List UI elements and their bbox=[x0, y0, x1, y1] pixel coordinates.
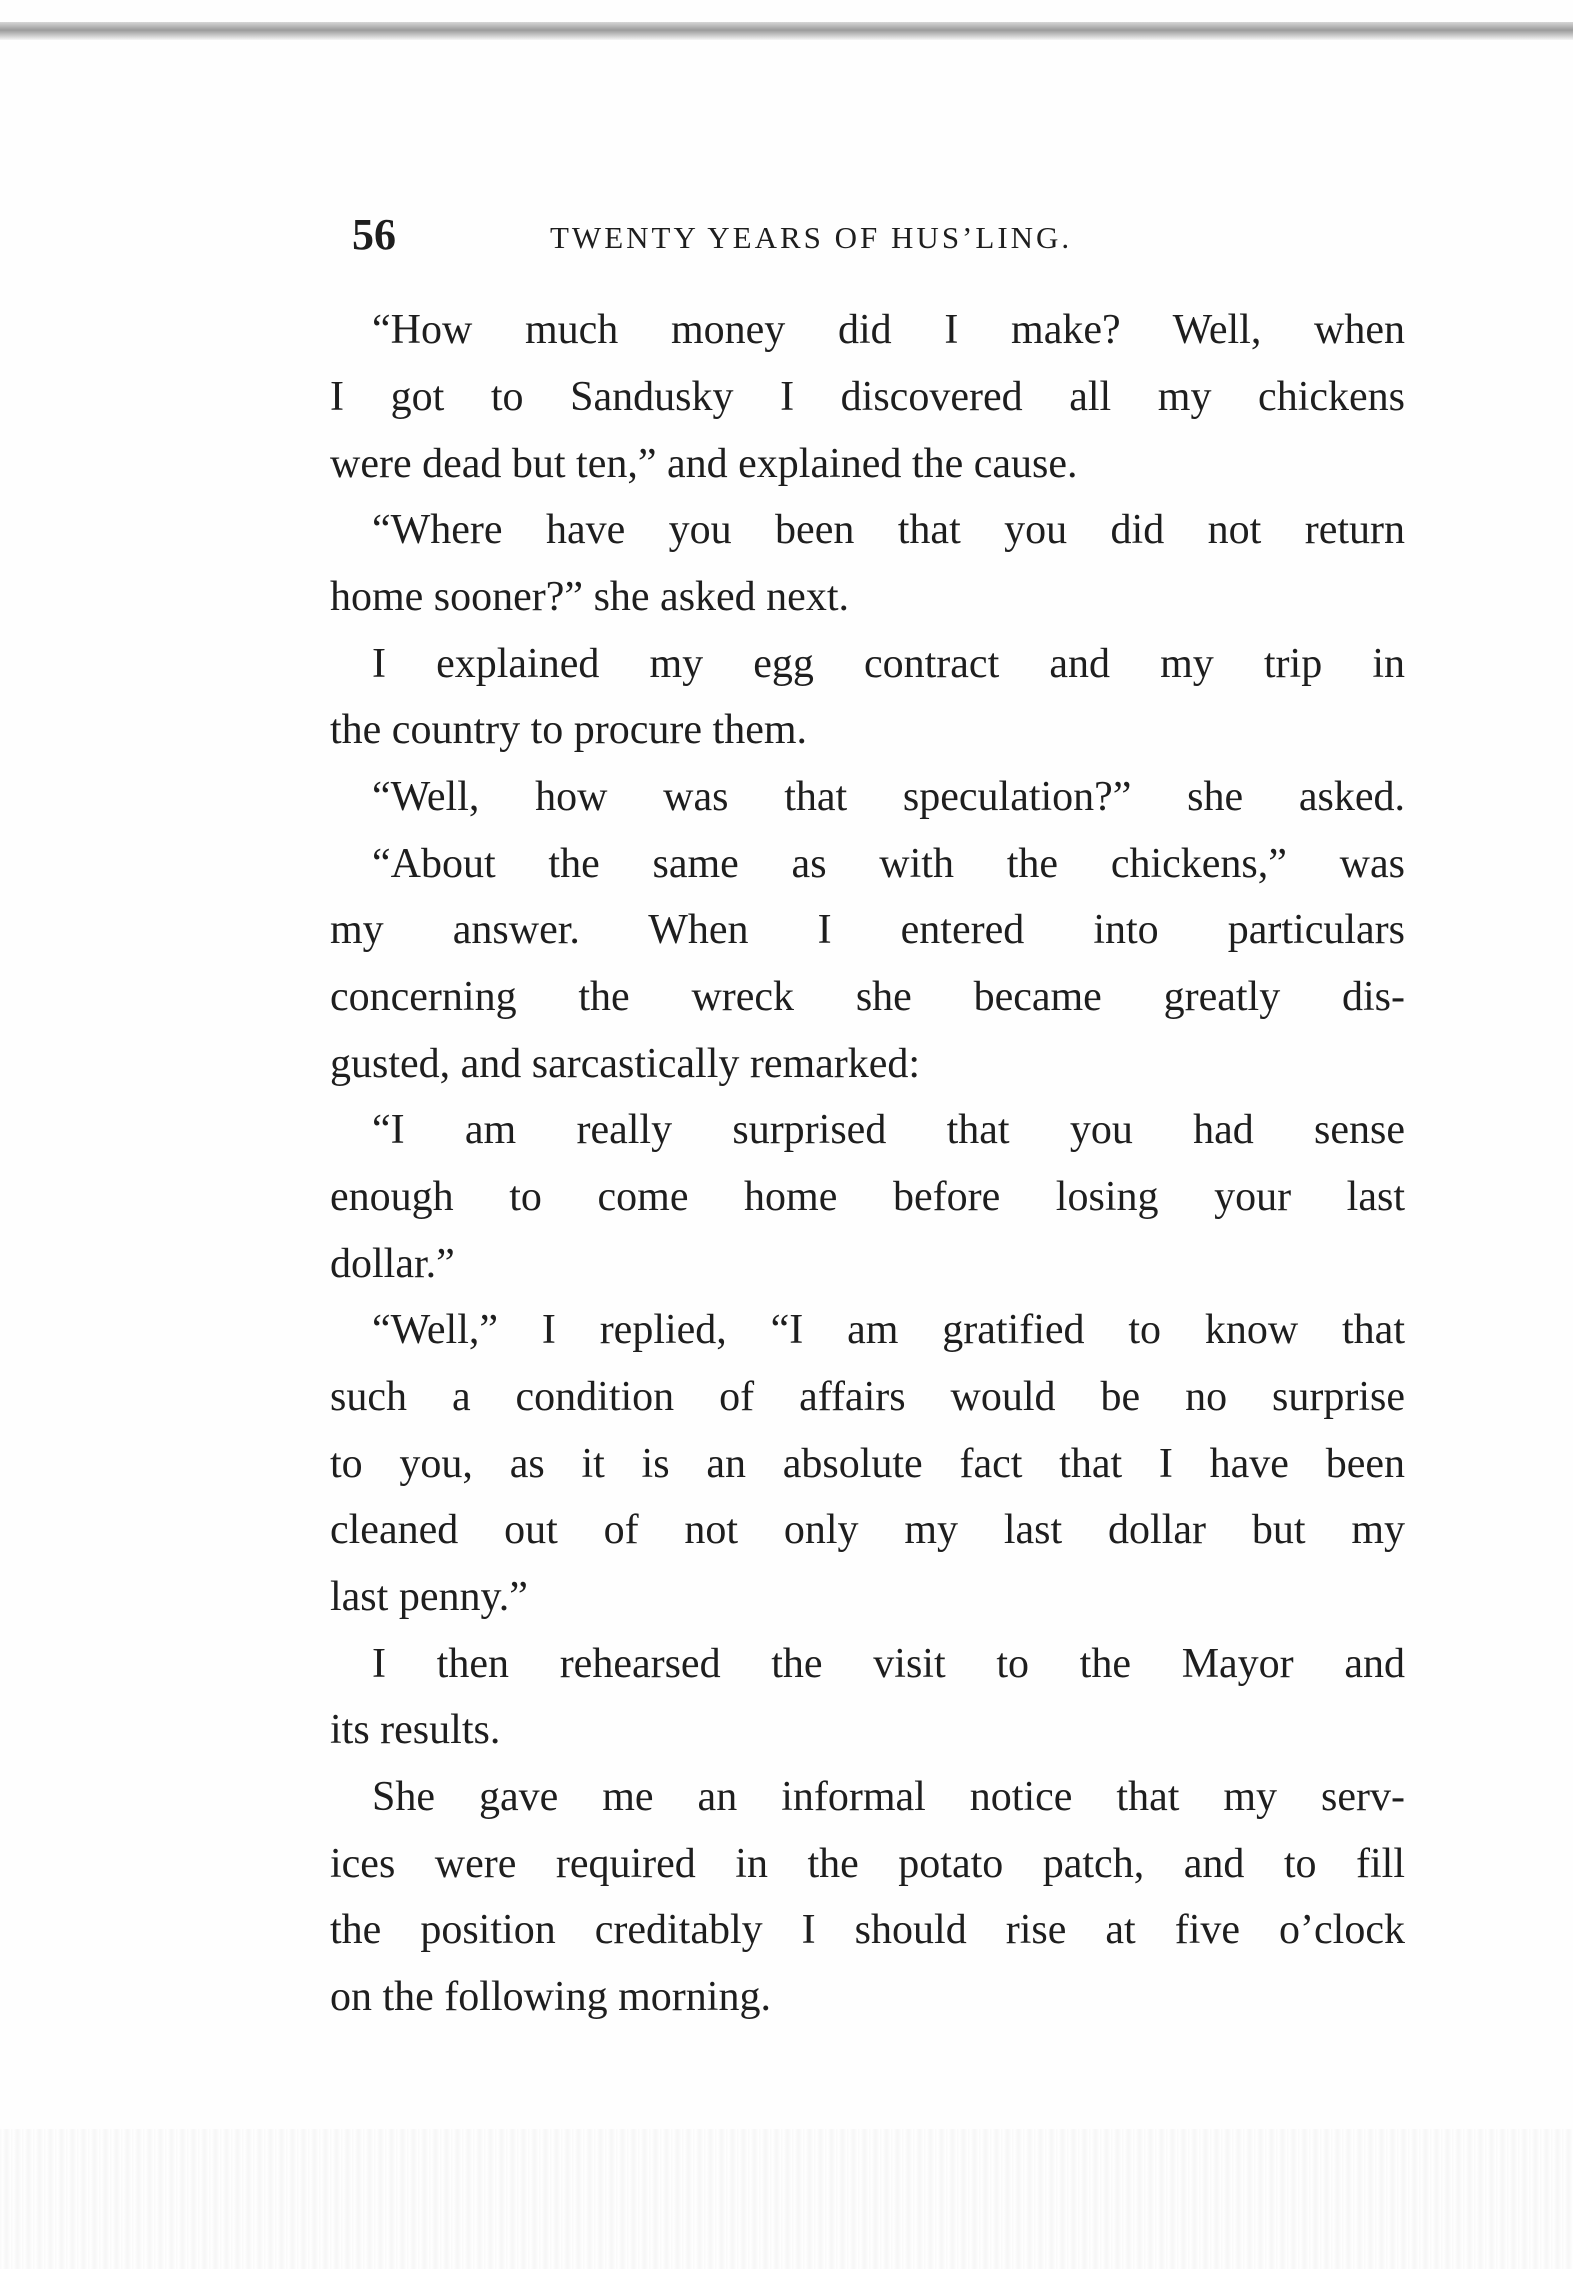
text-line: home sooner?” she asked next. bbox=[330, 574, 849, 620]
text-line: “I am really surprised that you had sense bbox=[372, 1107, 1405, 1153]
text-line: my answer. When I entered into particulars bbox=[330, 907, 1405, 953]
text-line: ices were required in the potato patch, and to fill bbox=[330, 1841, 1405, 1887]
text-line: “How much money did I make? Well, when bbox=[372, 307, 1405, 353]
running-head bbox=[352, 205, 1402, 275]
text-line: I explained my egg contract and my trip in bbox=[372, 641, 1405, 687]
running-title: TWENTY YEARS OF HUS’LING. bbox=[550, 220, 1073, 255]
body-text bbox=[330, 302, 1405, 2042]
text-line: to you, as it is an absolute fact that I have been bbox=[330, 1441, 1405, 1487]
text-line: last penny.” bbox=[330, 1574, 528, 1620]
text-line: I then rehearsed the visit to the Mayor and bbox=[372, 1641, 1405, 1687]
text-line: “Well,” I replied, “I am gratified to know that bbox=[372, 1307, 1405, 1353]
text-line: the country to procure them. bbox=[330, 707, 808, 753]
text-line: “Where have you been that you did not return bbox=[372, 507, 1405, 553]
text-line: dollar.” bbox=[330, 1241, 455, 1287]
text-line: “About the same as with the chickens,” was bbox=[372, 841, 1405, 887]
scan-bottom-noise bbox=[0, 2129, 1573, 2269]
text-line: I got to Sandusky I discovered all my chickens bbox=[330, 374, 1405, 420]
text-line: cleaned out of not only my last dollar but my bbox=[330, 1507, 1405, 1553]
text-line: enough to come home before losing your last bbox=[330, 1174, 1405, 1220]
text-line: concerning the wreck she became greatly dis- bbox=[330, 974, 1405, 1020]
text-line: its results. bbox=[330, 1707, 501, 1753]
scan-top-edge bbox=[0, 22, 1573, 40]
page-number: 56 bbox=[352, 210, 396, 259]
text-line: such a condition of affairs would be no surprise bbox=[330, 1374, 1405, 1420]
text-line: were dead but ten,” and explained the cause. bbox=[330, 441, 1078, 487]
text-line: gusted, and sarcastically remarked: bbox=[330, 1041, 921, 1087]
text-line: She gave me an informal notice that my serv- bbox=[372, 1774, 1405, 1820]
text-line: on the following morning. bbox=[330, 1974, 771, 2020]
text-line: the position creditably I should rise at five o’clock bbox=[330, 1907, 1405, 1953]
text-line: “Well, how was that speculation?” she asked. bbox=[372, 774, 1405, 820]
